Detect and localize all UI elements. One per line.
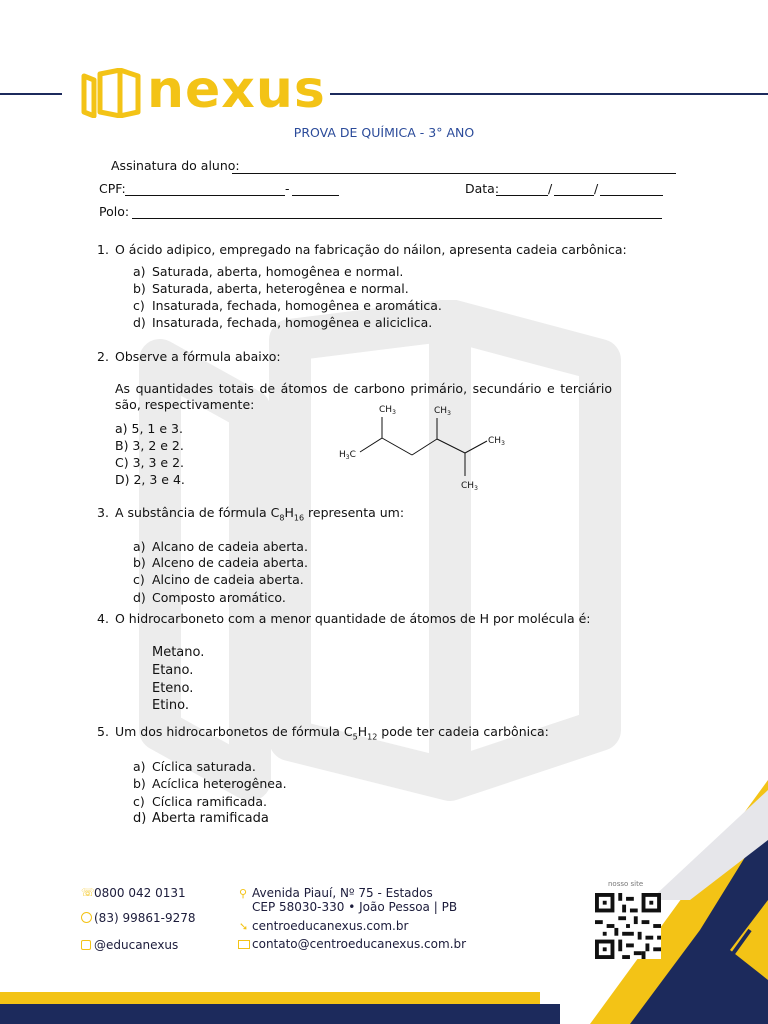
- question-4-option-2[interactable]: Etano.: [152, 663, 194, 678]
- molecule-structure: [335, 400, 515, 495]
- question-2-statement: As quantidades totais de átomos de carbono primário, secundário e terciário são, respectivamente:: [115, 381, 612, 412]
- cpf-separator: -: [285, 181, 290, 196]
- question-4-text: O hidrocarboneto com a menor quantidade de átomos de H por molécula é:: [115, 611, 591, 626]
- question-4-number: 4.: [97, 611, 109, 626]
- question-5-option-d[interactable]: d) Aberta ramificada: [133, 811, 269, 826]
- question-1-option-a[interactable]: a) Saturada, aberta, homogênea e normal.: [133, 264, 404, 279]
- qr-code[interactable]: [594, 893, 662, 959]
- date-label: Data:: [465, 181, 500, 196]
- footer-phone-2: (83) 99861-9278: [94, 911, 196, 925]
- nexus-logo-icon: [80, 68, 142, 118]
- bottom-strip-yellow: [0, 992, 540, 1004]
- question-3-number: 3.: [97, 505, 109, 520]
- footer-phone-1: 0800 042 0131: [94, 886, 186, 900]
- question-3-text: A substância de fórmula $C_8H_{16}$ representa um:: [115, 505, 405, 523]
- methyl-label-3: $CH_3$: [434, 406, 451, 417]
- email-icon: [238, 940, 250, 949]
- question-1-number: 1.: [97, 242, 109, 257]
- question-2-number: 2.: [97, 349, 109, 364]
- footer-address-2: CEP 58030-330 • João Pessoa | PB: [252, 900, 458, 914]
- date-separator-2: /: [594, 181, 599, 196]
- cpf-line-2[interactable]: [292, 195, 339, 196]
- phone-icon: ☏: [81, 886, 95, 899]
- signature-line[interactable]: [232, 173, 676, 174]
- question-2-text: Observe a fórmula abaixo:: [115, 349, 281, 364]
- question-2-option-b[interactable]: B) 3, 2 e 2.: [115, 438, 184, 453]
- question-3-option-d[interactable]: d) Composto aromático.: [133, 590, 286, 605]
- question-1-text: O ácido adipico, empregado na fabricação do náilon, apresenta cadeia carbônica:: [115, 242, 627, 257]
- question-5-number: 5.: [97, 724, 109, 739]
- question-3-option-a[interactable]: a) Alcano de cadeia aberta.: [133, 539, 308, 554]
- page-title: PROVA DE QUÍMICA - 3° ANO: [293, 125, 475, 140]
- question-5-option-b[interactable]: b) Acíclica heterogênea.: [133, 776, 287, 791]
- polo-label: Polo:: [99, 204, 130, 219]
- cpf-line-1[interactable]: [125, 195, 285, 196]
- question-1-option-d[interactable]: d) Insaturada, fechada, homogênea e aliciclica.: [133, 315, 433, 330]
- methyl-label-4: $CH_3$: [488, 436, 505, 447]
- whatsapp-icon: [81, 912, 92, 923]
- header-rule-right: [330, 93, 768, 95]
- signature-label: Assinatura do aluno:: [111, 158, 240, 173]
- question-3-option-c[interactable]: c) Alcino de cadeia aberta.: [133, 572, 304, 587]
- cpf-label: CPF:: [99, 181, 126, 196]
- date-year-line[interactable]: [600, 195, 663, 196]
- footer-instagram: @educanexus: [94, 938, 179, 952]
- methyl-label-5: $CH_3$: [461, 481, 478, 492]
- footer-email[interactable]: contato@centroeducanexus.com.br: [252, 937, 467, 951]
- question-1-option-b[interactable]: b) Saturada, aberta, heterogênea e normal.: [133, 281, 409, 296]
- question-4-option-3[interactable]: Eteno.: [152, 681, 194, 696]
- methyl-label-2: $CH_3$: [379, 405, 396, 416]
- question-2-option-c[interactable]: C) 3, 3 e 2.: [115, 455, 184, 470]
- date-separator-1: /: [548, 181, 553, 196]
- polo-line[interactable]: [132, 218, 662, 219]
- question-3-option-b[interactable]: b) Alceno de cadeia aberta.: [133, 555, 308, 570]
- question-2-option-d[interactable]: D) 2, 3 e 4.: [115, 472, 185, 487]
- header-rule-left: [0, 93, 62, 95]
- location-icon: ⚲: [239, 887, 248, 900]
- question-4-option-4[interactable]: Etino.: [152, 698, 190, 713]
- qr-caption: nosso site: [608, 880, 644, 888]
- question-5-text: Um dos hidrocarbonetos de fórmula $C_5H_{12}$ pode ter cadeia carbônica:: [115, 724, 549, 742]
- website-icon: ➘: [239, 920, 249, 933]
- question-5-option-c[interactable]: c) Cíclica ramificada.: [133, 794, 267, 809]
- brand-name: nexus: [147, 60, 326, 120]
- date-month-line[interactable]: [554, 195, 594, 196]
- methyl-label-1: $H_3C$: [339, 450, 356, 461]
- question-1-option-c[interactable]: c) Insaturada, fechada, homogênea e aromática.: [133, 298, 442, 313]
- question-2-option-a[interactable]: a) 5, 1 e 3.: [115, 421, 183, 436]
- date-day-line[interactable]: [496, 195, 548, 196]
- question-5-option-a[interactable]: a) Cíclica saturada.: [133, 759, 256, 774]
- question-4-option-1[interactable]: Metano.: [152, 645, 205, 660]
- instagram-icon: [81, 940, 91, 950]
- footer-address-1: Avenida Piauí, Nº 75 - Estados: [252, 886, 433, 900]
- footer-website[interactable]: centroeducanexus.com.br: [252, 919, 409, 933]
- bottom-strip-navy: [0, 1004, 560, 1024]
